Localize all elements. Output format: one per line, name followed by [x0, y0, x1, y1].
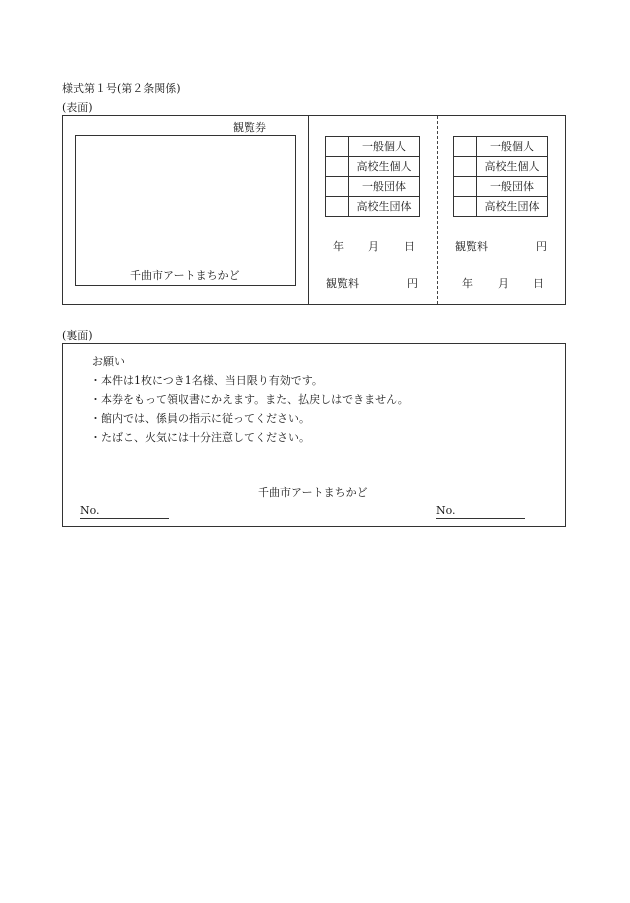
- category-row: [326, 137, 420, 157]
- stub2-yen: 円: [536, 240, 547, 253]
- ticket-front: [62, 115, 566, 305]
- category-checkbox[interactable]: [454, 177, 477, 197]
- category-row: [454, 197, 548, 217]
- notice-item: ・本券をもって領収書にかえます。また、払戻しはできません。: [90, 393, 409, 406]
- venue-name: 千曲市アートまちかど: [130, 269, 240, 282]
- stub1-fee-label: 観覧料: [326, 277, 359, 290]
- front-side-label: (表面): [62, 101, 93, 114]
- stub1-day: 日: [404, 240, 415, 253]
- back-side-label: (裏面): [62, 329, 93, 342]
- stub-divider-line: [308, 116, 309, 304]
- serial-number-left-label: No.: [80, 504, 100, 517]
- category-label: 一般団体: [349, 177, 420, 197]
- category-label: 高校生団体: [349, 197, 420, 217]
- category-row: [454, 157, 548, 177]
- ticket-title: 観覧券: [233, 121, 266, 134]
- category-label: 一般団体: [477, 177, 548, 197]
- category-row: [326, 157, 420, 177]
- category-label: 一般個人: [349, 137, 420, 157]
- category-row: [326, 197, 420, 217]
- serial-number-left-line: [80, 518, 169, 519]
- category-checkbox[interactable]: [454, 197, 477, 217]
- category-checkbox[interactable]: [326, 177, 349, 197]
- stub1-month: 月: [368, 240, 379, 253]
- perforation-line: [437, 116, 438, 304]
- stub2-fee-label: 観覧料: [455, 240, 488, 253]
- category-row: [454, 177, 548, 197]
- category-checkbox[interactable]: [454, 137, 477, 157]
- image-area: [75, 135, 296, 286]
- category-checkbox[interactable]: [454, 157, 477, 177]
- form-title: 様式第１号(第２条関係): [62, 82, 181, 95]
- category-table-stub1: [325, 136, 420, 217]
- category-checkbox[interactable]: [326, 137, 349, 157]
- category-row: [326, 177, 420, 197]
- category-checkbox[interactable]: [326, 197, 349, 217]
- category-label: 高校生個人: [349, 157, 420, 177]
- notice-heading: お願い: [92, 355, 125, 368]
- category-checkbox[interactable]: [326, 157, 349, 177]
- notice-item: ・たばこ、火気には十分注意してください。: [90, 431, 310, 444]
- stub1-year: 年: [333, 240, 344, 253]
- notice-item: ・本件は1枚につき1名様、当日限り有効です。: [90, 374, 323, 387]
- category-label: 高校生個人: [477, 157, 548, 177]
- stub2-day: 日: [533, 277, 544, 290]
- category-table-stub2: [453, 136, 548, 217]
- serial-number-right-label: No.: [436, 504, 456, 517]
- category-label: 一般個人: [477, 137, 548, 157]
- stub2-month: 月: [498, 277, 509, 290]
- serial-number-right-line: [436, 518, 525, 519]
- category-row: [454, 137, 548, 157]
- stub1-yen: 円: [407, 277, 418, 290]
- back-venue-name: 千曲市アートまちかど: [258, 486, 368, 499]
- ticket-back: [62, 343, 566, 527]
- stub2-year: 年: [462, 277, 473, 290]
- category-label: 高校生団体: [477, 197, 548, 217]
- notice-item: ・館内では、係員の指示に従ってください。: [90, 412, 310, 425]
